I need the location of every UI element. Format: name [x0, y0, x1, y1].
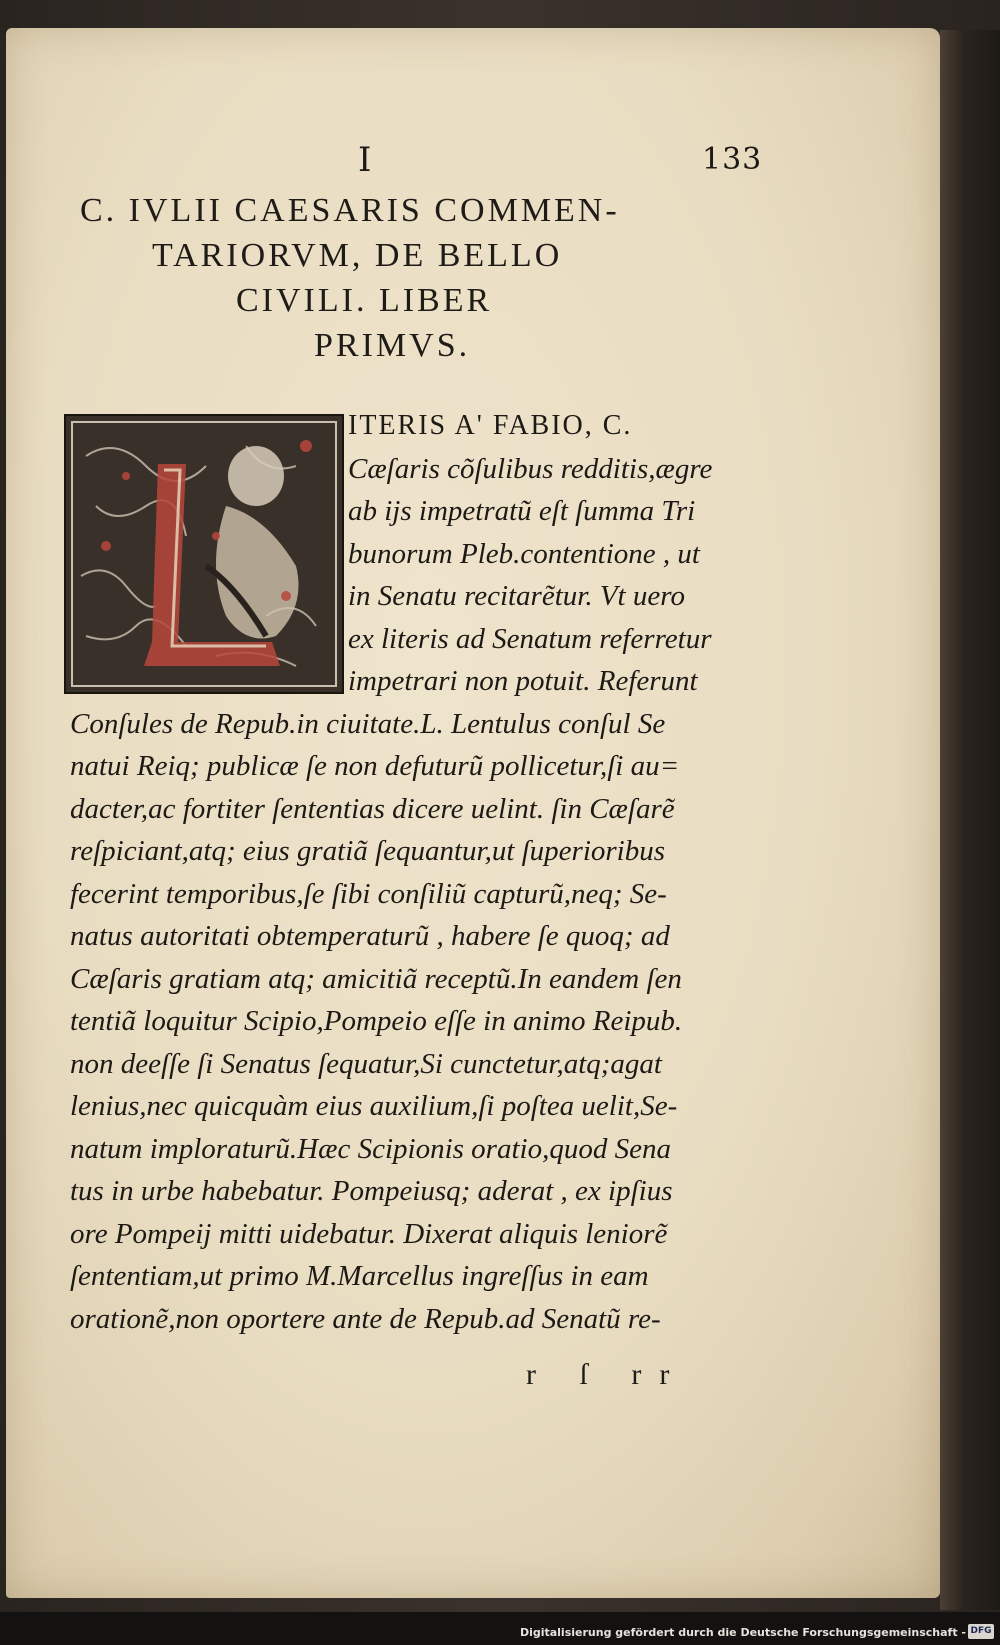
- text-line: Cæſaris gratiam atq; amicitiã receptũ.In eandem ſen: [70, 962, 682, 995]
- dfg-logo-icon: DFG: [968, 1624, 994, 1639]
- text-line: non deeſſe ſi Senatus ſequatur,Si cunctetur,atq;agat: [70, 1047, 662, 1080]
- title-line: CIVILI. LIBER: [236, 282, 493, 319]
- text-line: reſpiciant,atq; eius gratiã ſequantur,ut ſuperioribus: [70, 835, 666, 867]
- text-line: dacter,ac fortiter ſententias dicere uelint. ſin Cæſarẽ: [70, 792, 675, 825]
- text-line: natui Reiq; publicæ ſe non defuturũ pollicetur,ſi au=: [70, 750, 680, 782]
- text-line: in Senatu recitarẽtur. Vt uero: [348, 580, 685, 612]
- text-line: impetrari non potuit. Referunt: [348, 665, 698, 697]
- text-line: tus in urbe habebatur. Pompeiusq; aderat , ex ipſius: [70, 1175, 673, 1207]
- title-line: C. IVLII CAESARIS COMMEN-: [80, 192, 620, 229]
- text-line: natus autoritati obtemperaturũ , habere ſe quoq; ad: [70, 920, 670, 952]
- text-line: Cæſaris cõſulibus redditis,ægre: [348, 452, 713, 485]
- text-line: lenius,nec quicquàm eius auxilium,ſi poſtea uelit,Se-: [70, 1090, 678, 1122]
- body-text: [70, 405, 760, 1340]
- title-line: TARIORVM, DE BELLO: [152, 237, 563, 274]
- book-fore-edge: [940, 30, 1000, 1610]
- text-line: ITERIS A' FABIO, C.: [348, 410, 633, 441]
- text-line: ab ijs impetratũ eſt ſumma Tri: [348, 495, 696, 527]
- page-number: 133: [702, 142, 763, 177]
- signature-mark: I: [358, 140, 372, 180]
- text-line: ſententiam,ut primo M.Marcellus ingreſſus in eam: [70, 1260, 649, 1292]
- text-line: fecerint temporibus,ſe ſibi conſiliũ capturũ,neq; Se-: [70, 877, 667, 910]
- digitization-credit: Digitalisierung gefördert durch die Deutsche Forschungsgemeinschaft -: [519, 1626, 966, 1639]
- text-line: orationẽ,non oportere ante de Repub.ad Senatũ re-: [70, 1302, 661, 1335]
- text-line: ore Pompeij mitti uidebatur. Dixerat aliquis leniorẽ: [70, 1217, 668, 1250]
- text-line: natum imploraturũ.Hæc Scipionis oratio,quod Sena: [70, 1132, 671, 1165]
- catchwords: r ſ rr: [526, 1358, 688, 1391]
- text-line: bunorum Pleb.contentione , ut: [348, 537, 700, 570]
- chapter-title: [66, 188, 766, 368]
- text-line: Conſules de Repub.in ciuitate.L. Lentulus conſul Se: [70, 707, 666, 740]
- book-page: [6, 28, 940, 1598]
- running-head: [6, 140, 940, 180]
- text-line: ex literis ad Senatum referretur: [348, 622, 712, 655]
- title-line: PRIMVS.: [314, 327, 471, 364]
- text-line: tentiã loquitur Scipio,Pompeio eſſe in animo Reipub.: [70, 1005, 683, 1037]
